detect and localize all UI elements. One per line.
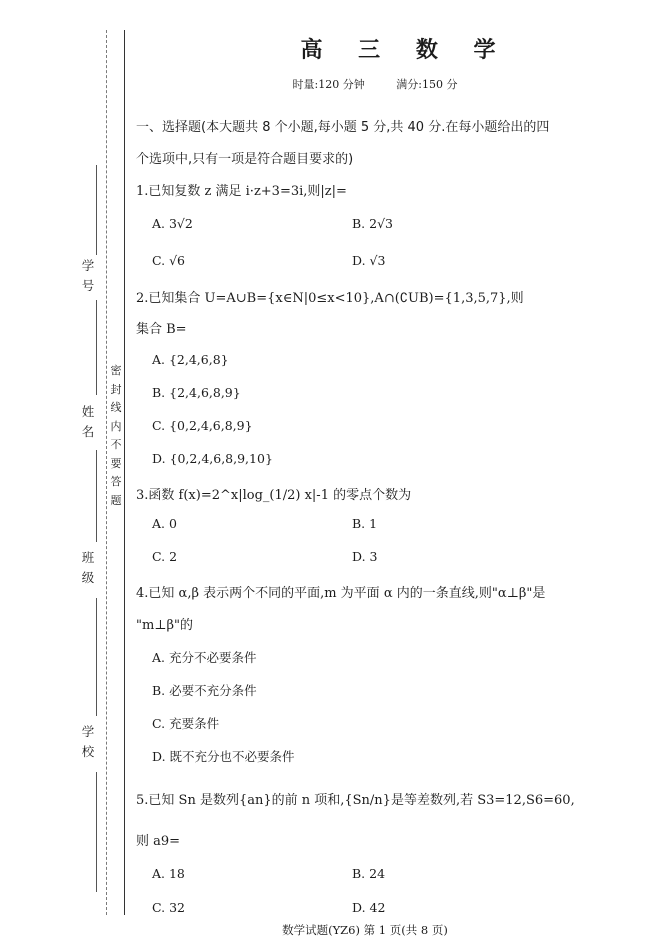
q4-stem-line2: "m⊥β"的 bbox=[136, 618, 194, 633]
q4-option-d: D. 既不充分也不必要条件 bbox=[152, 749, 295, 764]
q3-option-d: D. 3 bbox=[352, 549, 378, 564]
q2-option-a: A. {2,4,6,8} bbox=[152, 352, 229, 367]
student-id-label: 学 号 bbox=[81, 258, 95, 293]
section1-title-line1: 一、选择题(本大题共 8 个小题,每小题 5 分,共 40 分.在每小题给出的四 bbox=[136, 120, 550, 135]
q3-option-c: C. 2 bbox=[152, 549, 178, 564]
q5-option-d: D. 42 bbox=[352, 900, 386, 915]
class-label: 班 级 bbox=[81, 550, 95, 585]
q1-option-b: B. 2√3 bbox=[352, 216, 394, 231]
q5-option-c: C. 32 bbox=[152, 900, 185, 915]
q2-stem-line1: 2.已知集合 U=A∪B={x∈N|0≤x<10},A∩(∁UB)={1,3,5,7},则 bbox=[136, 291, 524, 306]
q4-stem-line1: 4.已知 α,β 表示两个不同的平面,m 为平面 α 内的一条直线,则"α⊥β"是 bbox=[136, 586, 546, 601]
q1-option-c: C. √6 bbox=[152, 253, 185, 268]
q4-option-b: B. 必要不充分条件 bbox=[152, 683, 257, 698]
school-label: 学 校 bbox=[81, 724, 95, 759]
q5-option-a: A. 18 bbox=[152, 866, 185, 881]
q2-option-b: B. {2,4,6,8,9} bbox=[152, 385, 241, 400]
q5-stem-line2: 则 a9= bbox=[136, 834, 181, 849]
exam-title: 高 三 数 学 bbox=[300, 38, 510, 63]
q4-option-c: C. 充要条件 bbox=[152, 716, 220, 731]
q3-option-a: A. 0 bbox=[152, 516, 177, 531]
q2-option-c: C. {0,2,4,6,8,9} bbox=[152, 418, 253, 433]
q1-option-a: A. 3√2 bbox=[152, 216, 193, 231]
school-blank bbox=[96, 598, 97, 716]
section1-title-line2: 个选项中,只有一项是符合题目要求的) bbox=[136, 152, 354, 167]
q3-stem: 3.函数 f(x)=2^x|log_(1/2) x|-1 的零点个数为 bbox=[136, 488, 412, 503]
page-footer: 数学试题(YZ6) 第 1 页(共 8 页) bbox=[282, 923, 448, 937]
q5-option-b: B. 24 bbox=[352, 866, 386, 881]
q2-option-d: D. {0,2,4,6,8,9,10} bbox=[152, 451, 273, 466]
exam-meta bbox=[0, 76, 670, 92]
seal-notice: 密 封 线 内 不 要 答 题 bbox=[110, 364, 122, 507]
q1-stem: 1.已知复数 z 满足 i·z+3=3i,则|z|= bbox=[136, 184, 347, 199]
time-limit: 时量:120 分钟 bbox=[292, 78, 365, 91]
q4-option-a: A. 充分不必要条件 bbox=[152, 650, 257, 665]
q2-stem-line2: 集合 B= bbox=[136, 322, 187, 337]
name-blank-top bbox=[96, 300, 97, 395]
student-id-blank bbox=[96, 165, 97, 255]
q3-option-b: B. 1 bbox=[352, 516, 378, 531]
school-blank-bottom bbox=[96, 772, 97, 892]
class-blank bbox=[96, 450, 97, 542]
name-label: 姓 名 bbox=[81, 404, 95, 439]
full-score: 满分:150 分 bbox=[396, 78, 458, 91]
q1-option-d: D. √3 bbox=[352, 253, 386, 268]
q5-stem-line1: 5.已知 Sn 是数列{an}的前 n 项和,{Sn/n}是等差数列,若 S3=12,S6=60, bbox=[136, 793, 575, 808]
